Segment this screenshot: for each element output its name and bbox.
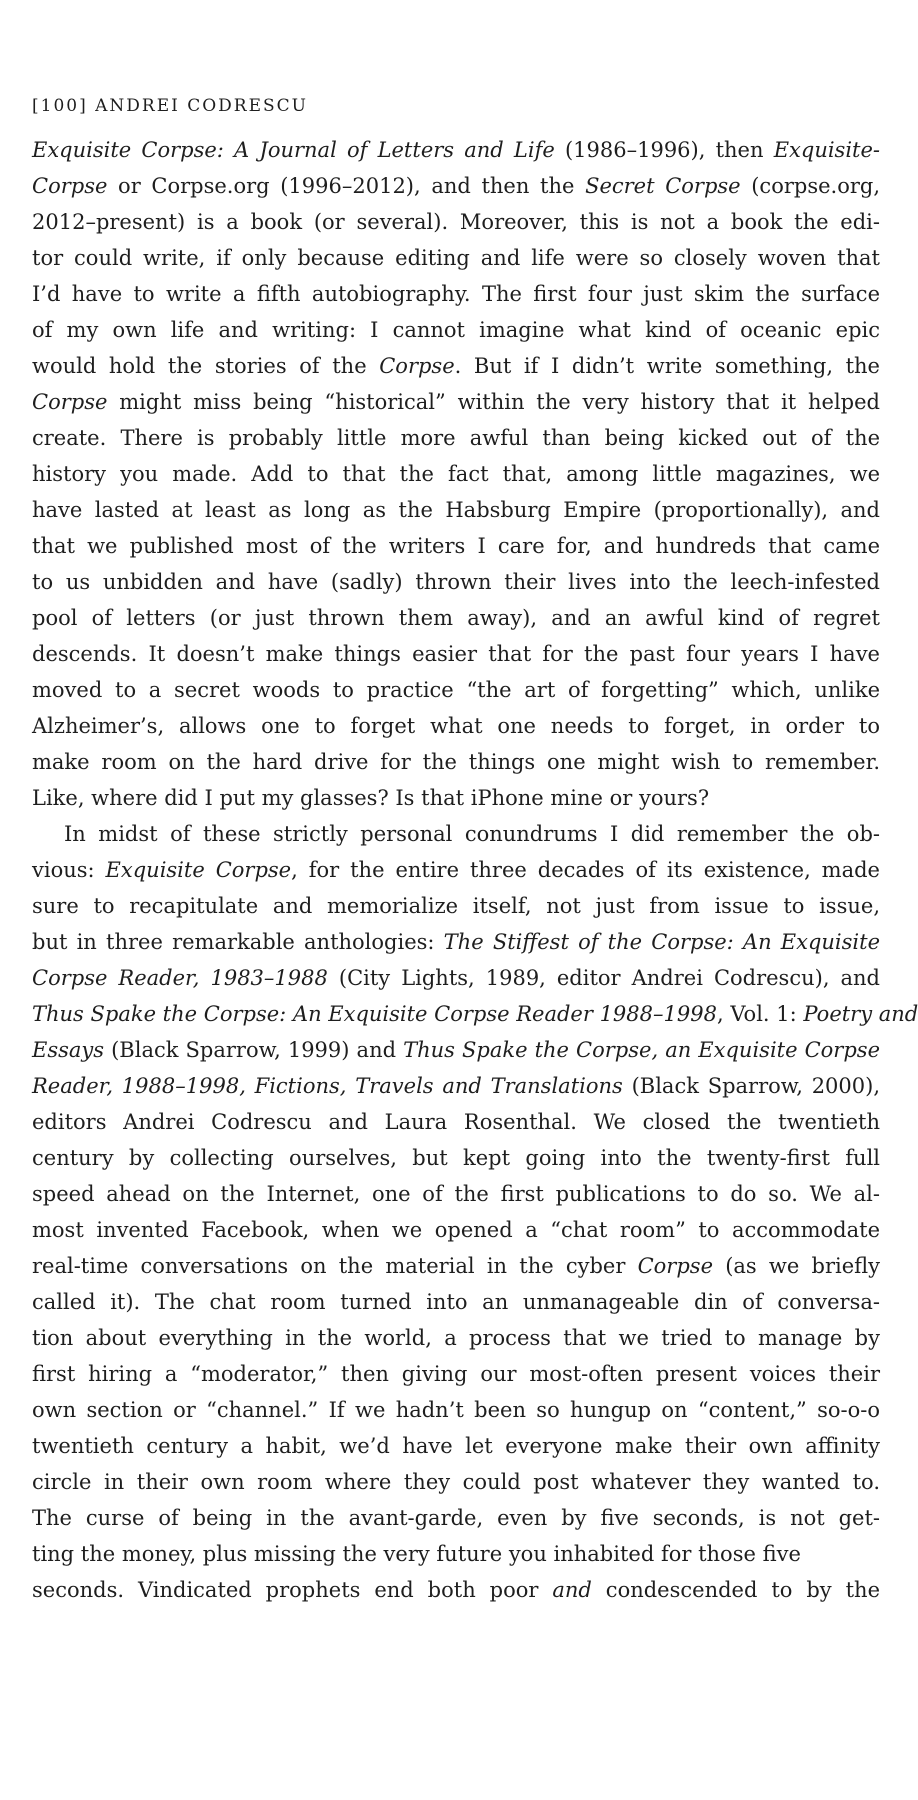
text-run: circle in their own room where they could post whatever they wanted to. bbox=[32, 1470, 880, 1494]
text-line bbox=[32, 240, 880, 276]
running-header bbox=[32, 96, 308, 116]
text-line bbox=[32, 528, 880, 564]
text-run: (1986–1996), then bbox=[554, 138, 774, 162]
text-run: century by collecting ourselves, but kept going into the twenty-first full bbox=[32, 1146, 880, 1170]
text-line bbox=[32, 1284, 880, 1320]
text-line bbox=[32, 1176, 880, 1212]
text-run: real-time conversations on the material in the cyber bbox=[32, 1254, 638, 1278]
text-run: or Corpse.org (1996–2012), and then the bbox=[107, 174, 586, 198]
text-run: (City Lights, 1989, editor Andrei Codrescu), and bbox=[327, 966, 881, 990]
text-run: own section or “channel.” If we hadn’t been so hungup on “content,” so-o-o bbox=[32, 1398, 880, 1422]
text-run: ting the money, plus missing the very future you inhabited for those five bbox=[32, 1542, 801, 1566]
page-number: [100] bbox=[32, 96, 88, 116]
italic-text: Secret Corpse bbox=[585, 174, 741, 198]
text-run: called it). The chat room turned into an unmanageable din of conversa- bbox=[32, 1290, 880, 1314]
text-run: condescended to by the bbox=[591, 1578, 880, 1602]
italic-text: Essays bbox=[32, 1038, 105, 1062]
text-line bbox=[32, 816, 880, 852]
italic-text: Thus Spake the Corpse: An Exquisite Corpse Reader 1988–1998 bbox=[32, 1002, 717, 1026]
text-run: (Black Sparrow, 1999) and bbox=[104, 1038, 404, 1062]
text-line bbox=[32, 1392, 880, 1428]
text-run: tion about everything in the world, a process that we tried to manage by bbox=[32, 1326, 880, 1350]
text-run: of my own life and writing: I cannot imagine what kind of oceanic epic bbox=[32, 318, 880, 342]
text-run: The curse of being in the avant-garde, even by five seconds, is not get- bbox=[32, 1506, 880, 1530]
text-line bbox=[32, 960, 880, 996]
text-run: , Vol. 1: bbox=[716, 1002, 804, 1026]
text-run: moved to a secret woods to practice “the art of forgetting” which, unlike bbox=[32, 678, 880, 702]
italic-text: Corpse Reader, 1983–1988 bbox=[32, 966, 328, 990]
text-line bbox=[32, 1464, 880, 1500]
text-line bbox=[32, 1140, 880, 1176]
text-line bbox=[32, 852, 880, 888]
text-line bbox=[32, 420, 880, 456]
text-run: most invented Facebook, when we opened a “chat room” to accommodate bbox=[32, 1218, 880, 1242]
italic-text: The Stiffest of the Corpse: An Exquisite bbox=[443, 930, 881, 954]
text-run: 2012–present) is a book (or several). Moreover, this is not a book the edi- bbox=[32, 210, 880, 234]
text-run: pool of letters (or just thrown them away), and an awful kind of regret bbox=[32, 606, 880, 630]
text-run: sure to recapitulate and memorialize itself, not just from issue to issue, bbox=[32, 894, 880, 918]
text-line bbox=[32, 996, 918, 1032]
text-run: , for the entire three decades of its existence, made bbox=[291, 858, 880, 882]
italic-text: Corpse bbox=[32, 174, 108, 198]
text-line bbox=[32, 348, 880, 384]
text-line bbox=[32, 1320, 880, 1356]
italic-text: Thus Spake the Corpse, an Exquisite Corpse bbox=[403, 1038, 880, 1062]
text-line bbox=[32, 1068, 880, 1104]
text-run: have lasted at least as long as the Habsburg Empire (proportionally), and bbox=[32, 498, 880, 522]
text-line bbox=[32, 132, 880, 168]
author-name: ANDREI CODRESCU bbox=[95, 96, 308, 116]
body-text bbox=[32, 132, 918, 1608]
italic-text: Corpse bbox=[637, 1254, 713, 1278]
text-run: (Black Sparrow, 2000), bbox=[622, 1074, 881, 1098]
text-line bbox=[32, 1428, 880, 1464]
text-run: editors Andrei Codrescu and Laura Rosenthal. We closed the twentieth bbox=[32, 1110, 880, 1134]
text-line bbox=[32, 744, 880, 780]
italic-text: Corpse bbox=[379, 354, 455, 378]
text-run: but in three remarkable anthologies: bbox=[32, 930, 444, 954]
italic-text: and bbox=[552, 1578, 592, 1602]
text-run: vious: bbox=[32, 858, 106, 882]
text-line bbox=[32, 1572, 880, 1608]
italic-text: Exquisite Corpse bbox=[105, 858, 292, 882]
text-run: I’d have to write a fifth autobiography. The first four just skim the surface bbox=[32, 282, 880, 306]
text-run: (corpse.org, bbox=[740, 174, 880, 198]
italic-text: Exquisite Corpse: A Journal of Letters and Life bbox=[32, 138, 555, 162]
text-run: would hold the stories of the bbox=[32, 354, 380, 378]
text-run: twentieth century a habit, we’d have let everyone make their own affinity bbox=[32, 1434, 880, 1458]
text-line bbox=[32, 1536, 880, 1572]
text-line bbox=[32, 1500, 880, 1536]
text-run: make room on the hard drive for the things one might wish to remember. bbox=[32, 750, 880, 774]
text-run: descends. It doesn’t make things easier that for the past four years I have bbox=[32, 642, 880, 666]
text-line bbox=[32, 1032, 880, 1068]
text-line bbox=[32, 1104, 880, 1140]
text-run: might miss being “historical” within the very history that it helped bbox=[107, 390, 880, 414]
text-line bbox=[32, 1356, 880, 1392]
text-line bbox=[32, 384, 880, 420]
text-line bbox=[32, 564, 880, 600]
text-run: create. There is probably little more awful than being kicked out of the bbox=[32, 426, 880, 450]
text-line bbox=[32, 780, 880, 816]
text-line bbox=[32, 312, 880, 348]
text-run: to us unbidden and have (sadly) thrown their lives into the leech-infested bbox=[32, 570, 880, 594]
text-run: Like, where did I put my glasses? Is that iPhone mine or yours? bbox=[32, 786, 710, 810]
text-run: (as we briefly bbox=[713, 1254, 880, 1278]
text-line bbox=[32, 1212, 880, 1248]
text-line bbox=[32, 456, 880, 492]
text-run: In midst of these strictly personal conundrums I did remember the ob- bbox=[64, 822, 880, 846]
text-run: Alzheimer’s, allows one to forget what one needs to forget, in order to bbox=[32, 714, 880, 738]
text-run: tor could write, if only because editing and life were so closely woven that bbox=[32, 246, 880, 270]
text-line bbox=[32, 708, 880, 744]
text-line bbox=[32, 1248, 880, 1284]
text-line bbox=[32, 204, 880, 240]
text-run: speed ahead on the Internet, one of the first publications to do so. We al- bbox=[32, 1182, 880, 1206]
text-line bbox=[32, 636, 880, 672]
text-line bbox=[32, 924, 880, 960]
text-run: . But if I didn’t write something, the bbox=[454, 354, 880, 378]
text-run: first hiring a “moderator,” then giving our most-often present voices their bbox=[32, 1362, 880, 1386]
text-run: seconds. Vindicated prophets end both poor bbox=[32, 1578, 553, 1602]
italic-text: Poetry and bbox=[803, 1002, 918, 1026]
text-line bbox=[32, 492, 880, 528]
text-line bbox=[32, 888, 880, 924]
text-run: that we published most of the writers I care for, and hundreds that came bbox=[32, 534, 880, 558]
text-line bbox=[32, 168, 880, 204]
italic-text: Corpse bbox=[32, 390, 108, 414]
italic-text: Reader, 1988–1998, Fictions, Travels and Translations bbox=[32, 1074, 623, 1098]
text-line bbox=[32, 276, 880, 312]
text-run: history you made. Add to that the fact that, among little magazines, we bbox=[32, 462, 880, 486]
text-line bbox=[32, 600, 880, 636]
italic-text: Exquisite- bbox=[773, 138, 881, 162]
text-line bbox=[32, 672, 880, 708]
